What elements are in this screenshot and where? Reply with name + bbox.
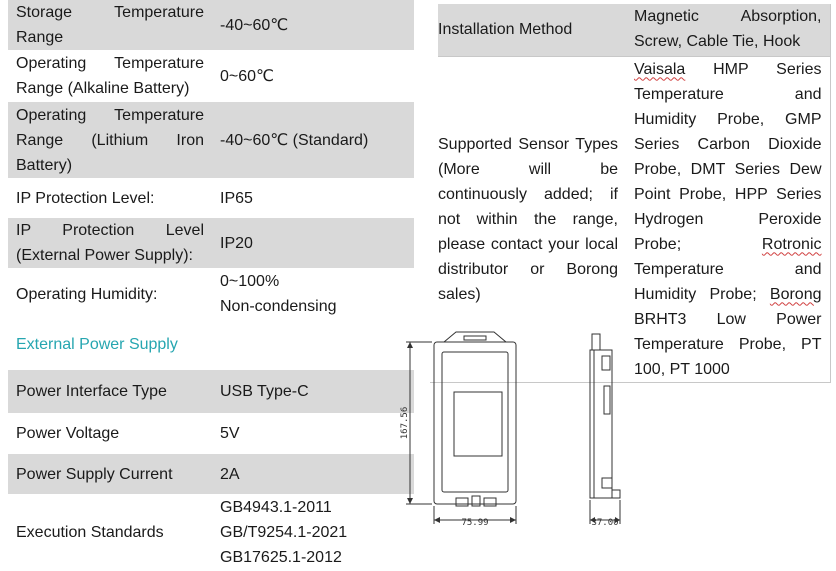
spec-value: 2A bbox=[212, 454, 414, 495]
spec-value: IP65 bbox=[212, 179, 414, 218]
spec-label: IP Protection Level (External Power Supply): bbox=[8, 218, 212, 269]
brand-borong: Borong bbox=[769, 285, 822, 303]
table-row bbox=[8, 454, 414, 495]
table-row bbox=[8, 269, 414, 320]
install-value: Magnetic Absorption, Screw, Cable Tie, Hook bbox=[626, 4, 830, 56]
spec-value: -40~60℃ bbox=[212, 0, 414, 51]
width-dim-label: 75.99 bbox=[461, 518, 489, 528]
height-dim-label: 167.56 bbox=[400, 406, 410, 440]
spec-label: Operating Humidity: bbox=[8, 269, 212, 320]
spec-label: Operating Temperature Range (Alkaline Battery) bbox=[8, 51, 212, 102]
arrow-icon bbox=[434, 517, 440, 523]
table-row bbox=[8, 218, 414, 269]
side-clip-bottom bbox=[602, 478, 612, 488]
section-title: External Power Supply bbox=[8, 320, 414, 370]
dimension-drawing bbox=[398, 330, 634, 530]
spec-value: 5V bbox=[212, 414, 414, 454]
front-bezel bbox=[442, 352, 508, 492]
sensor-text: HMP Series Temperature and Humidity Probe, GMP Series Carbon Dioxide Probe, DMT Series Dew Point Probe, HPP Series Hydrogen Peroxide Probe; bbox=[634, 60, 822, 253]
arrow-icon bbox=[510, 517, 516, 523]
value-line: Non-condensing bbox=[220, 298, 337, 315]
spec-label: Operating Temperature Range (Lithium Iron Battery) bbox=[8, 102, 212, 179]
spec-value: -40~60℃ (Standard) bbox=[212, 102, 414, 179]
side-clip-mid bbox=[604, 386, 610, 414]
crop-edge bbox=[430, 0, 438, 380]
table-row bbox=[8, 0, 414, 51]
table-row bbox=[8, 414, 414, 454]
connector-left bbox=[456, 498, 468, 506]
spec-value: 0~60℃ bbox=[212, 51, 414, 102]
sensor-types-value bbox=[626, 56, 830, 382]
mount-slot bbox=[464, 336, 486, 340]
brand-rotronic: Rotronic bbox=[761, 235, 822, 253]
sensor-types-label: Supported Sensor Types (More will be continuously added; if not within the range, please contact your local distributor or Borong sales) bbox=[430, 56, 626, 382]
table-row bbox=[430, 4, 830, 56]
spec-label: Execution Standards bbox=[8, 495, 212, 571]
spec-value: IP20 bbox=[212, 218, 414, 269]
side-clip-top bbox=[602, 356, 610, 370]
display-window bbox=[454, 392, 502, 456]
section-row bbox=[8, 320, 414, 370]
side-view-outline bbox=[590, 350, 612, 498]
sensor-text: Temperature and Humidity Probe; bbox=[634, 260, 822, 303]
sensor-text: BRHT3 Low Power Temperature Probe, PT 100, PT 1000 bbox=[634, 310, 822, 378]
table-row bbox=[8, 370, 414, 414]
depth-dim-label: 37.00 bbox=[591, 518, 619, 528]
spec-value: USB Type-C bbox=[212, 370, 414, 414]
spec-label: Power Interface Type bbox=[8, 370, 212, 414]
spec-value bbox=[212, 269, 414, 320]
brand-vaisala: Vaisala bbox=[634, 60, 686, 78]
table-row bbox=[8, 179, 414, 218]
connector-right bbox=[484, 498, 496, 506]
spec-value bbox=[212, 495, 414, 571]
table-row bbox=[8, 51, 414, 102]
install-label: Installation Method bbox=[430, 4, 626, 56]
spec-label: Power Supply Current bbox=[8, 454, 212, 495]
install-sensor-table bbox=[430, 4, 831, 383]
specs-table bbox=[8, 0, 414, 571]
arrow-icon bbox=[407, 342, 413, 348]
value-line: GB17625.1-2012 bbox=[220, 549, 342, 566]
table-row bbox=[8, 102, 414, 179]
spec-label: Power Voltage bbox=[8, 414, 212, 454]
table-row bbox=[8, 495, 414, 571]
value-line: 0~100% bbox=[220, 273, 280, 290]
spec-label: IP Protection Level: bbox=[8, 179, 212, 218]
value-line: GB4943.1-2011 bbox=[220, 499, 332, 516]
side-mount-tab bbox=[592, 334, 600, 350]
spec-label: Storage Temperature Range bbox=[8, 0, 212, 51]
value-line: GB/T9254.1-2021 bbox=[220, 524, 348, 541]
side-connector bbox=[612, 490, 620, 498]
front-view-outline bbox=[434, 342, 516, 504]
arrow-icon bbox=[407, 498, 413, 504]
